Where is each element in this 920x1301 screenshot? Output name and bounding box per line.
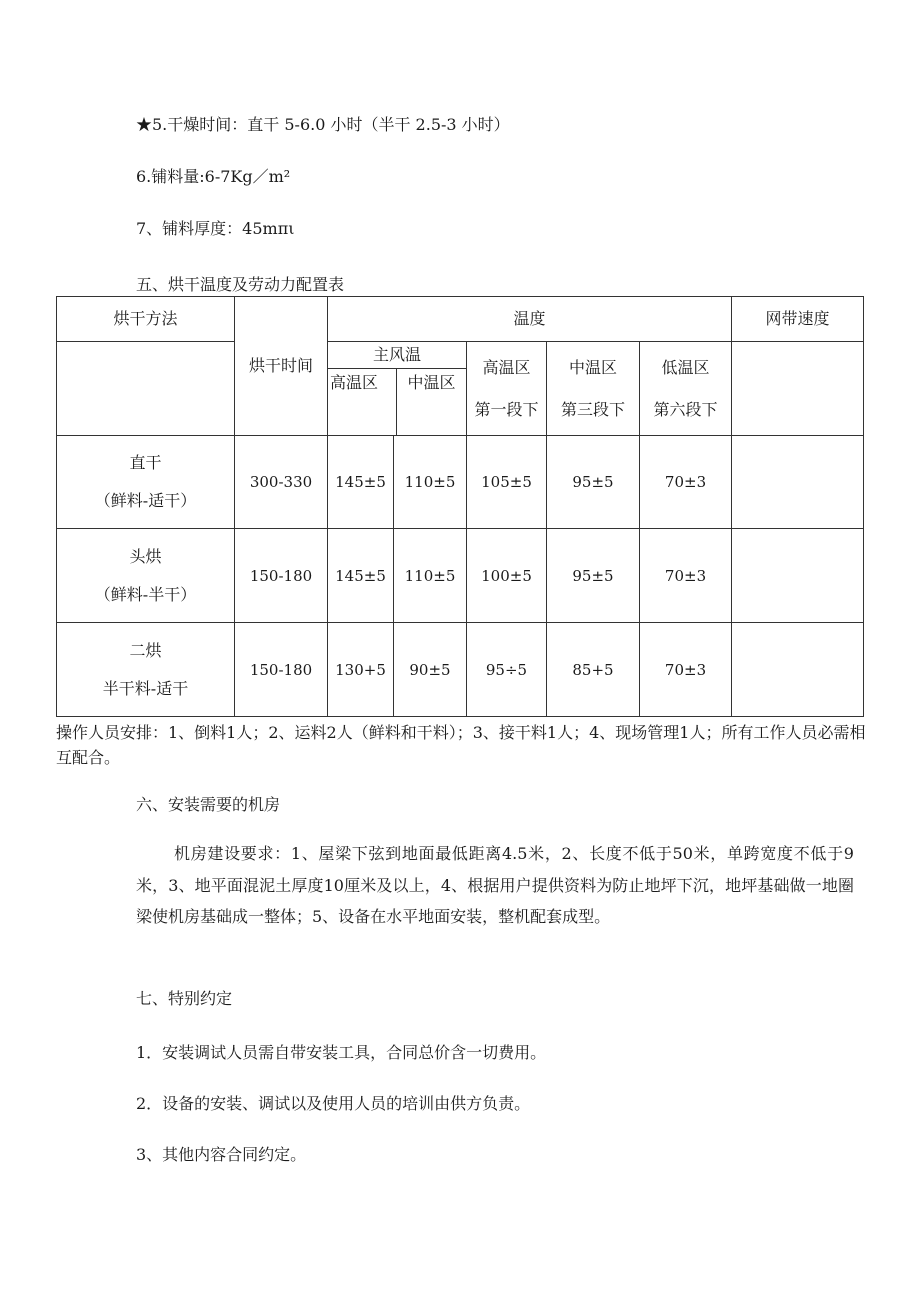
row-mid-zone: 95±5 [547,529,640,623]
row-main-mid: 90±5 [394,623,467,717]
row-main-high: 145±5 [328,436,394,529]
header-method: 烘干方法 [57,297,235,342]
section6-body: 机房建设要求：1、屋梁下弦到地面最低距离4.5米，2、长度不低于50米，单跨宽度不低于9米，3、地平面混泥土厚度10厘米及以上，4、根据用户提供资料为防止地坪下沉，地坪基础做一地圈梁使机房基础成一整体；5、设备在水平地面安装，整机配套成型。 [136,844,854,926]
row-drying-time: 150-180 [235,623,328,717]
header-main-air: 主风温 [328,342,466,369]
row-method [57,623,235,717]
row-method-sub: （鲜料-半干） [94,584,197,604]
row-main-mid: 110±5 [394,529,467,623]
header-high-zone-label: 高温区 [482,357,531,377]
row-mid-zone: 95±5 [547,436,640,529]
section7-title: 七、特别约定 [136,989,233,1008]
row-main-high: 145±5 [328,529,394,623]
header-main-high: 高温区 [328,369,397,435]
header-high-zone-sub: 第一段下 [474,399,539,419]
header-mid-zone-sub: 第三段下 [560,399,625,419]
list-item: 3、其他内容合同约定。 [136,1145,307,1164]
row-low-zone: 70±3 [640,623,732,717]
row-method-name: 头烘 [129,546,162,566]
header-main-air-subzones [328,369,466,435]
header-mid-zone [547,342,640,436]
row-low-zone: 70±3 [640,529,732,623]
row-high-zone: 95÷5 [467,623,547,717]
table-row [57,436,864,529]
row-drying-time: 300-330 [235,436,328,529]
row-main-mid: 110±5 [394,436,467,529]
row-drying-time: 150-180 [235,529,328,623]
header-main-mid: 中温区 [407,373,456,392]
header-high-zone [467,342,547,436]
section6-title: 六、安装需要的机房 [136,795,281,814]
table-row [57,623,864,717]
header-low-zone-label: 低温区 [661,357,710,377]
row-high-zone: 100±5 [467,529,547,623]
row-method-name: 二烘 [129,640,162,660]
row-high-zone: 105±5 [467,436,547,529]
drying-time-item: ★5.干燥时间：直干 5-6.0 小时（半干 2.5-3 小时） [136,115,510,134]
row-mid-zone: 85+5 [547,623,640,717]
header-main-air-block [328,342,467,436]
row-belt-speed [732,436,864,529]
feed-amount-item: 6.铺料量:6-7Kg／m² [136,167,291,186]
row-low-zone: 70±3 [640,436,732,529]
header-low-zone-sub: 第六段下 [653,399,718,419]
row-method [57,436,235,529]
row-method-name: 直干 [129,453,162,472]
list-item: 1．安装调试人员需自带安装工具，合同总价含一切费用。 [136,1043,547,1062]
row-belt-speed [732,529,864,623]
feed-thickness-item: 7、铺料厚度：45mπι [136,219,295,238]
row-main-high: 130+5 [328,623,394,717]
section5-title: 五、烘干温度及劳动力配置表 [136,275,345,294]
operators-arrangement: 操作人员安排：1、倒料1人；2、运料2人（鲜料和干料）；3、接干料1人；4、现场管理1人；所有工作人员必需相互配合。 [56,723,866,767]
row-method-sub: （鲜料-适干） [94,491,197,510]
table-row [57,529,864,623]
header-drying-time: 烘干时间 [235,297,328,436]
header-method-blank [57,342,235,436]
row-belt-speed [732,623,864,717]
header-low-zone [640,342,732,436]
header-mid-zone-label: 中温区 [568,357,617,377]
header-belt-speed-blank [732,342,864,436]
list-item: 2．设备的安装、调试以及使用人员的培训由供方负责。 [136,1094,531,1113]
header-belt-speed: 网带速度 [732,297,864,342]
row-method [57,529,235,623]
header-temperature: 温度 [328,297,732,342]
drying-temperature-table [56,296,864,717]
row-method-sub: 半干料-适干 [102,678,189,698]
